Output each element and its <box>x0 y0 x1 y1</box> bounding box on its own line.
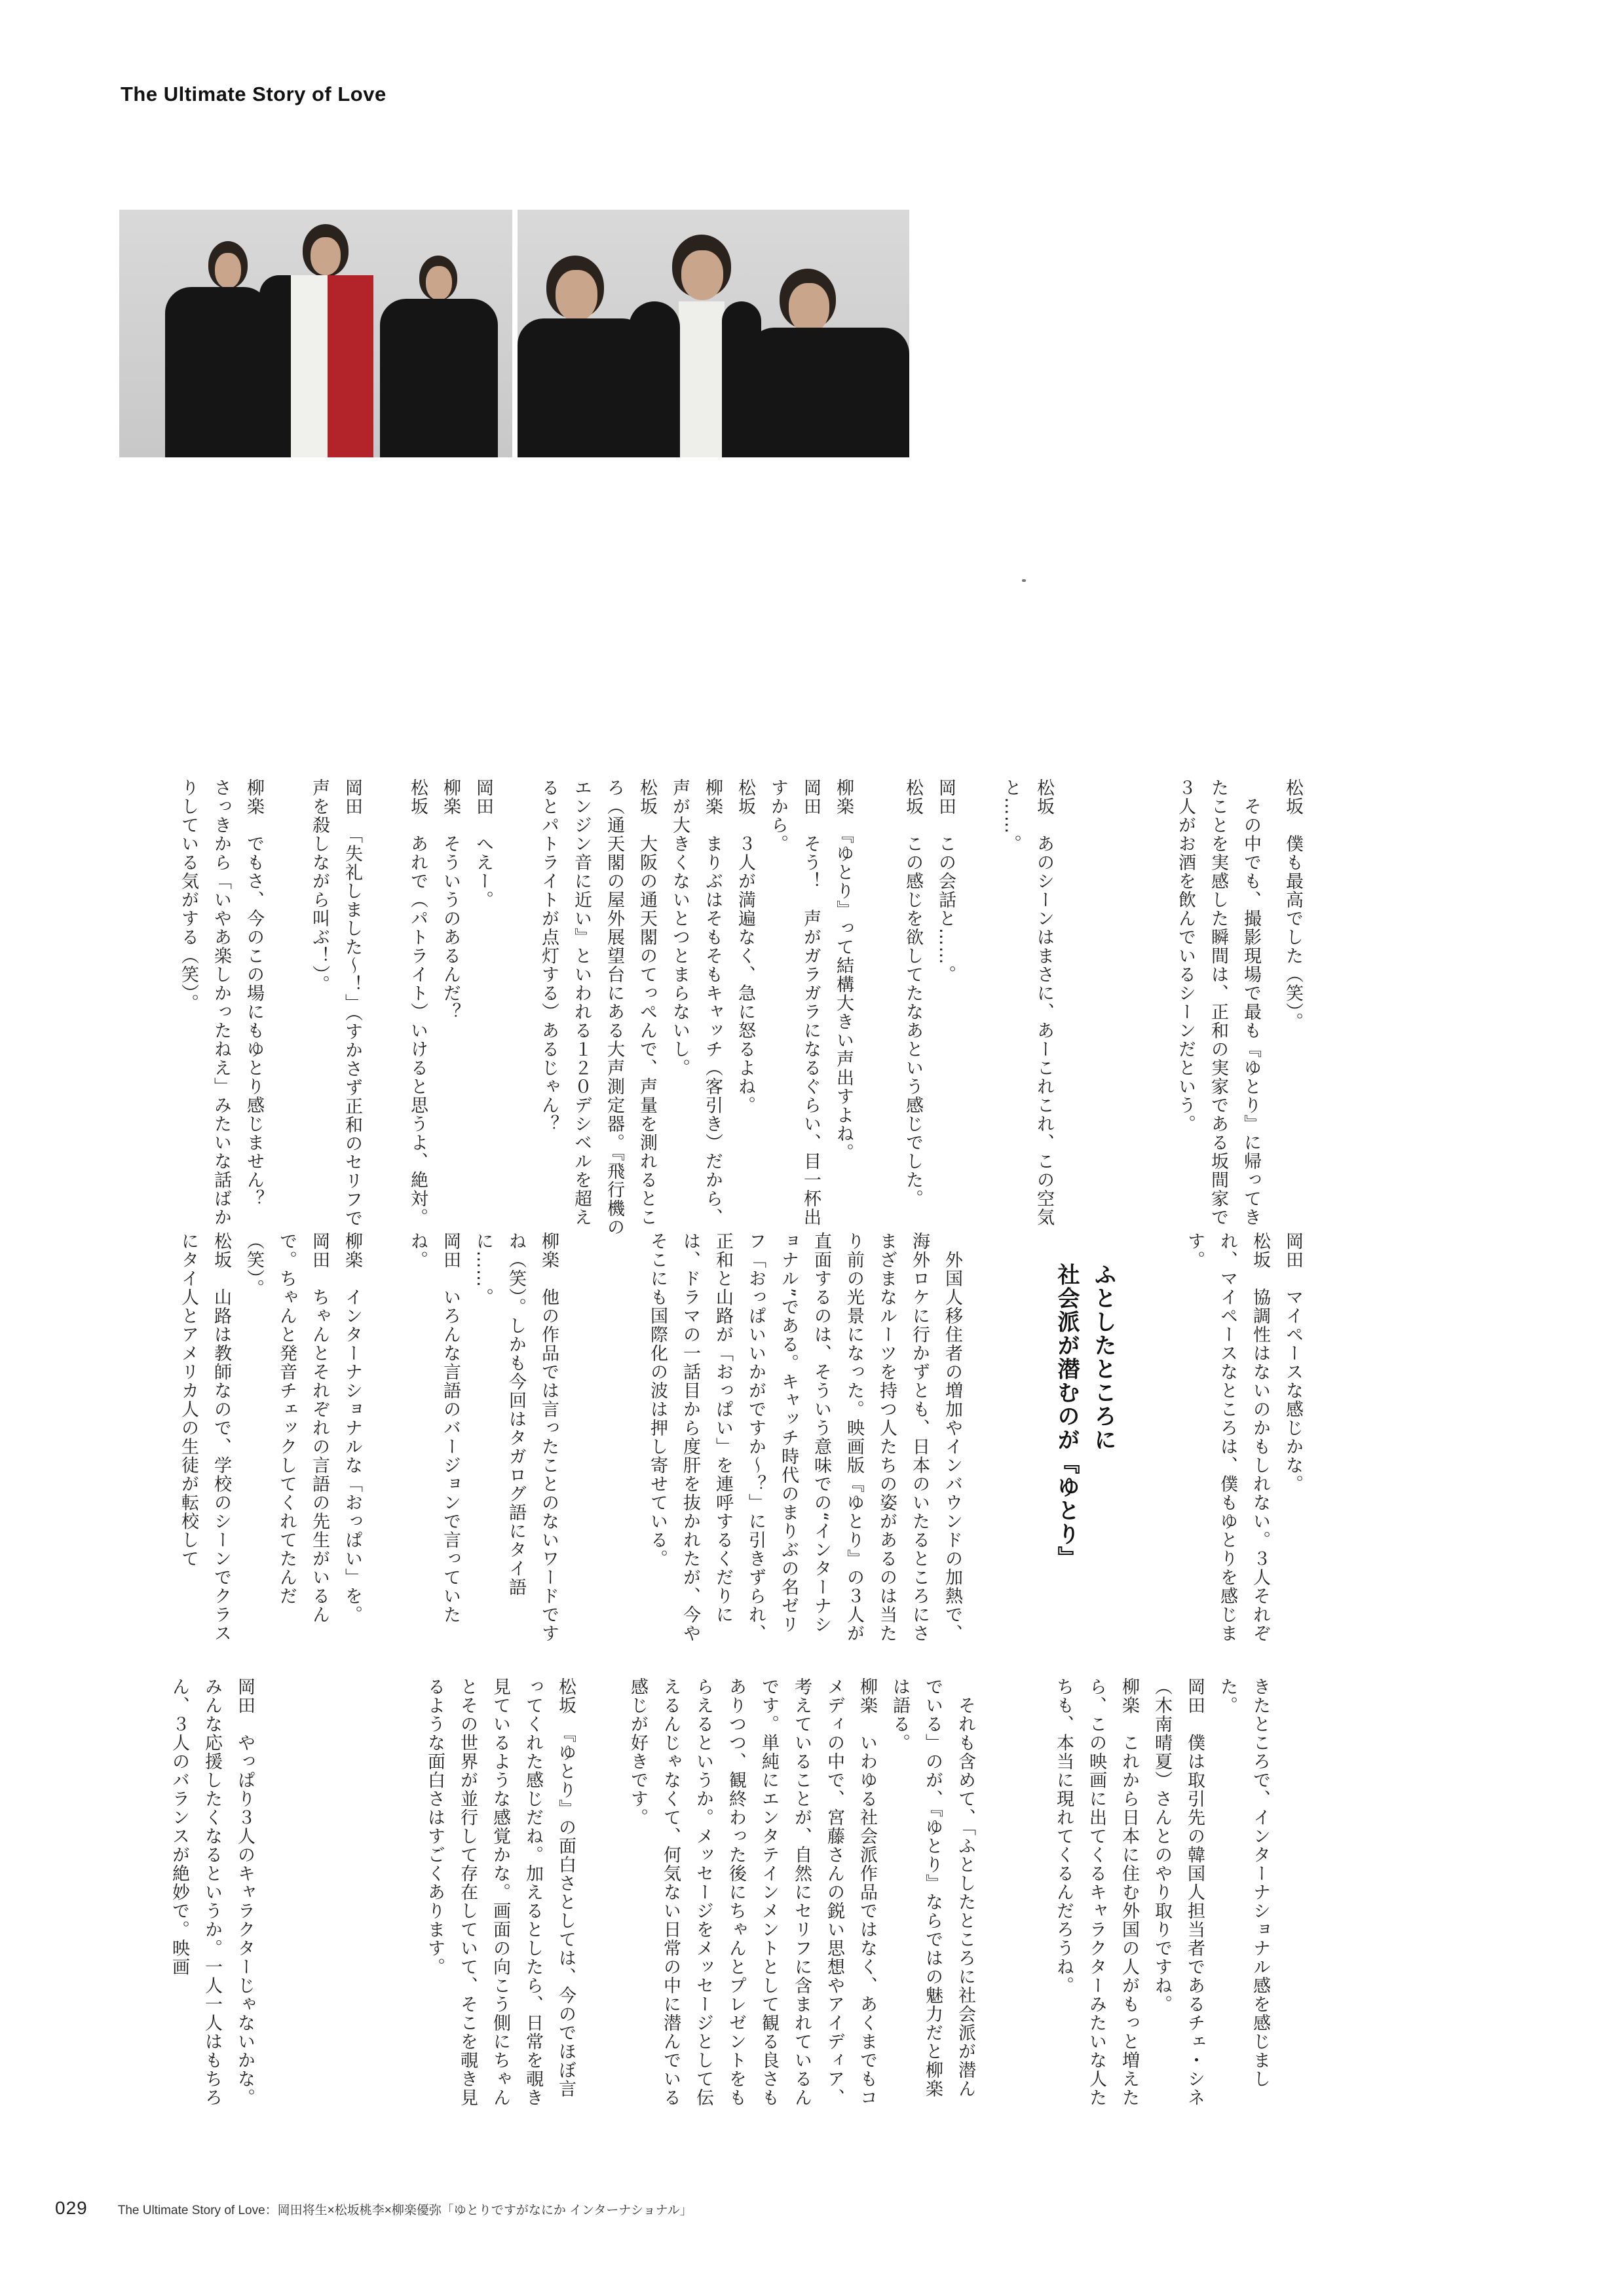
text-column: 岡田 いろんな言語のバージョンで言っていたね。 <box>407 1232 461 1624</box>
text-column: 松坂 ３人が満遍なく、急に怒るよね。 <box>735 778 755 1115</box>
print-speck <box>1022 579 1026 582</box>
text-column: 岡田 「失礼しました～！」（すかさず正和のセリフで声を殺しながら叫ぶ！）。 <box>309 778 362 1228</box>
page-title: The Ultimate Story of Love <box>121 83 387 105</box>
text-column: 柳楽 インターナショナルな「おっぱい」を。 <box>342 1232 362 1624</box>
text-column: 柳楽 いわゆる社会派作品ではなく、あくまでもコメディの中で、宮藤さんの鋭い思想やアイディア、考えていることが、自然にセリフに含まれているんです。単純にエンタテインメントとして観る良さもありつつ、観終わった後にちゃんとプレゼントをもらえるというか。メッセージをメッセージとして伝えるんじゃなくて、何気ない日常の中に潜んでいる感じが好きです。 <box>628 1677 877 2107</box>
section-heading: 社会派が潜むのが『ゆとり』 <box>1053 1263 1080 1570</box>
page-number: 029 <box>55 2198 88 2218</box>
text-column: それも含めて、「ふとしたところに社会派が潜んでいる」のが、『ゆとり』ならではの魅力だと柳楽は語る。 <box>890 1677 975 2098</box>
text-column: 岡田 僕は取引先の韓国人担当者であるチェ・シネ（木南晴夏）さんとのやり取りですね。 <box>1152 1677 1205 2107</box>
text-column: 柳楽 他の作品では言ったことのないワードですね（笑）。しかも今回はタガログ語にタイ語に……。 <box>473 1232 559 1643</box>
text-column: その中でも、撮影現場で最も『ゆとり』に帰ってきたことを実感した瞬間は、正和の実家である坂間家で３人がお酒を飲んでいるシーンだという。 <box>1175 778 1261 1227</box>
text-column: 松坂 あのシーンはまさに、あーこれこれ、この空気と……。 <box>1001 778 1054 1227</box>
text-column: 柳楽 『ゆとり』って結構大きい声出すよね。 <box>833 778 854 1162</box>
text-column: 松坂 山路は教師なので、学校のシーンでクラスにタイ人とアメリカ人の生徒が転校して <box>178 1232 231 1643</box>
text-column: 松坂 この感じを欲してたなあという感じでした。 <box>903 778 923 1208</box>
footer-credit: The Ultimate Story of Love：岡田将生×松坂桃李×柳楽優弥「ゆとりですがなにか インターナショナル」 <box>117 2204 692 2217</box>
text-column: 松坂 『ゆとり』の面白さとしては、今のでほぼ言ってくれた感じだね。加えるとしたら、日常を覗き見ているような感覚かな。画面の向こう側にちゃんとその世界が並行して存在していて、そこを覗き見るような面白さはすごくあります。 <box>424 1677 576 2107</box>
text-column: 松坂 協調性はないのかもしれない。３人それぞれ、マイペースなところは、僕もゆとりを感じます。 <box>1184 1232 1270 1643</box>
text-column: 岡田 マイペースな感じかな。 <box>1283 1232 1303 1493</box>
text-column: 岡田 やっぱり３人のキャラクターじゃないかな。みんな応援したくなるというか。一人一人はもちろん、３人のバランスが絶妙で。映画 <box>169 1677 255 2107</box>
text-column: きたところで、インターナショナル感を感じました。 <box>1217 1677 1270 2088</box>
text-column: 柳楽 これから日本に住む外国の人がもっと増えたら、この映画に出てくるキャラクターみたいな人たちも、本当に現れてくるんだろうね。 <box>1053 1677 1139 2107</box>
page-footer <box>55 2198 692 2219</box>
three-men-group-figure <box>131 210 512 457</box>
text-column: 岡田 この会話と……。 <box>935 778 956 984</box>
text-column: 岡田 ちゃんとそれぞれの言語の先生がいるんで。ちゃんと発音チェックしてくれてたんだ（笑）。 <box>244 1232 330 1624</box>
text-column: 松坂 大阪の通天閣のてっぺんで、声量を測れるところ（通天閣の屋外展望台にある大声測定器。『飛行機のエンジン音に近い』といわれる１２０デシベルを超えるとパトライトが点灯する）あるじゃん？ <box>538 778 657 1236</box>
text-column: 松坂 僕も最高でした（笑）。 <box>1283 778 1303 1031</box>
text-column: 松坂 あれで（パトライト）いけると思うよ、絶対。 <box>407 778 428 1227</box>
cast-photo-right <box>518 210 909 457</box>
text-column: 外国人移住者の増加やインバウンドの加熱で、海外ロケに行かずとも、日本のいたるところにさまざまなルーツを持つ人たちの姿があるのは当たり前の光景になった。映画版『ゆとり』の３人が直面するのは、そういう意味での“インターナショナル”である。キャッチ時代のまりぶの名ゼリフ「おっぱいいかがですか～？」に引きずられ、正和と山路が「おっぱい」を連呼するくだりには、ドラマの一話目から度肝を抜かれたが、今やそこにも国際化の波は押し寄せている。 <box>647 1232 962 1643</box>
three-men-closeup-figure <box>518 210 909 457</box>
text-column: 柳楽 そういうのあるんだ？ <box>440 778 461 1022</box>
text-column: 岡田 そう！ 声がガラガラになるぐらい、目一杯出すから。 <box>768 778 821 1227</box>
text-column: 柳楽 でもさ、今のこの場にもゆとり感じません？ さっきから「いやあ楽しかったねえ」みたいな話ばかりしている気がする（笑）。 <box>178 778 264 1227</box>
text-column: 柳楽 まりぶはそもそもキャッチ（客引き）だから、声が大きくないとつとまらないし。 <box>670 778 723 1227</box>
section-heading: ふとしたところに <box>1090 1263 1116 1452</box>
text-column: 岡田 へえー。 <box>473 778 493 909</box>
cast-photo-left <box>119 210 512 457</box>
